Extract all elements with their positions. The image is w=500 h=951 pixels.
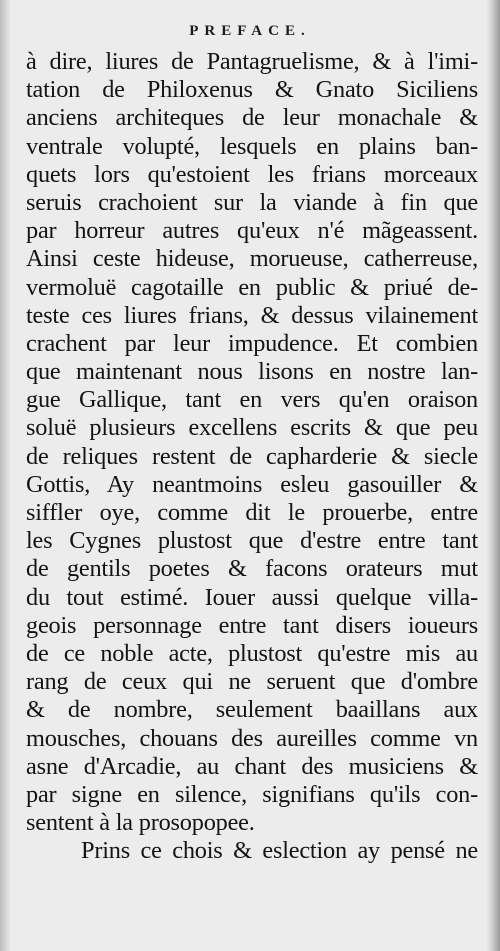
text-line: teste ces liures frians, & dessus vilainement <box>26 301 478 329</box>
text-line: Gottis, Ay neantmoins esleu gasouiller & <box>26 470 478 498</box>
text-line: seruis crachoient sur la viande à fin que <box>26 188 478 216</box>
text-line: quets lors qu'estoient les frians morceaux <box>26 160 478 188</box>
text-line: Ainsi ceste hideuse, morueuse, catherreuse, <box>26 245 478 273</box>
paragraph-start-line: Prins ce chois & eslection ay pensé ne <box>81 837 478 865</box>
text-line: rang de ceux qui ne seruent que d'ombre <box>26 668 478 696</box>
page-edge-shadow <box>486 0 500 951</box>
text-line: gue Gallique, tant en vers qu'en oraison <box>26 386 478 414</box>
text-line: siffler oye, comme dit le prouerbe, entre <box>26 499 478 526</box>
text-line: mousches, chouans des aureilles comme vn <box>26 724 478 752</box>
text-line: par horreur autres qu'eux n'é mãgeassent. <box>26 217 478 245</box>
text-line: que maintenant nous lisons en nostre lan- <box>26 358 478 386</box>
text-line: de reliques restent de capharderie & siecle <box>26 442 478 470</box>
text-line: à dire, liures de Pantagruelisme, & à l'imi- <box>26 48 478 75</box>
page-gutter-shadow <box>0 0 10 951</box>
text-line: ventrale volupté, lesquels en plains ban- <box>26 132 478 160</box>
text-line: asne d'Arcadie, au chant des musiciens & <box>26 752 478 780</box>
text-line: les Cygnes plustost que d'estre entre tant <box>26 527 478 555</box>
running-head: PREFACE. <box>189 23 311 39</box>
text-line: de ce noble acte, plustost qu'estre mis au <box>26 639 478 667</box>
body-text <box>26 48 478 865</box>
text-line: par signe en silence, signifians qu'ils con- <box>26 780 478 808</box>
text-line: crachent par leur impudence. Et combien <box>26 329 478 357</box>
text-line: vermoluë cagotaille en public & priué de- <box>26 273 478 301</box>
text-line: du tout estimé. Iouer aussi quelque villa- <box>26 583 478 611</box>
paragraph-end-line: sentent à la prosopopee. <box>26 809 255 837</box>
text-line: & de nombre, seulement baaillans aux <box>26 696 478 724</box>
text-line: tation de Philoxenus & Gnato Siciliens <box>26 76 478 104</box>
text-line: anciens architeques de leur monachale & <box>26 104 478 132</box>
text-line: geois personnage entre tant disers ioueurs <box>26 611 478 639</box>
text-line: soluë plusieurs excellens escrits & que peu <box>26 414 478 442</box>
text-line: de gentils poetes & facons orateurs mut <box>26 555 478 583</box>
